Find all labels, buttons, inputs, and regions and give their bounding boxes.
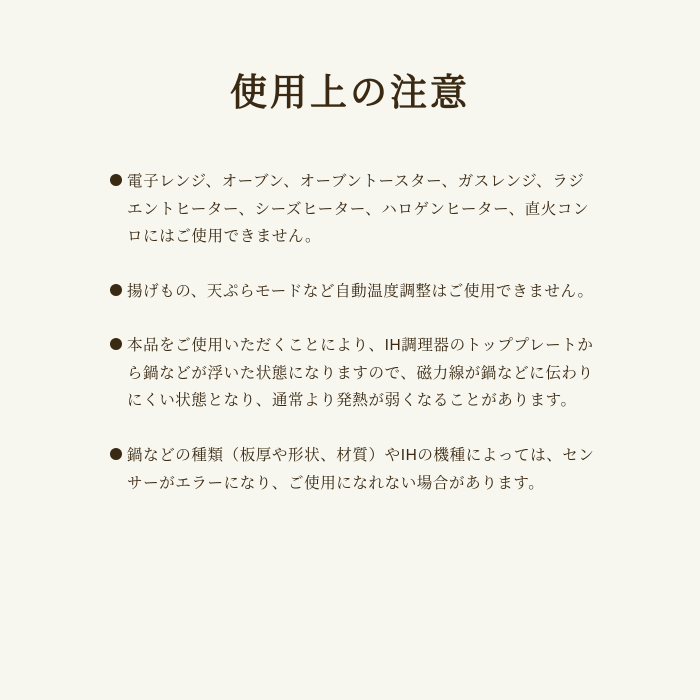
list-item-text: 電子レンジ、オーブン、オーブントースター、ガスレンジ、ラジエントヒーター、シーズヒーター、ハロゲンヒーター、直火コンロにはご使用できません。: [127, 173, 590, 246]
bullet-icon: [110, 284, 122, 296]
list-item: [110, 442, 600, 497]
bullet-icon: [110, 448, 122, 460]
list-item: [110, 168, 600, 251]
list-item-text: 本品をご使用いただくことにより、IH調理器のトッププレートから鍋などが浮いた状態になりますので、磁力線が鍋などに伝わりにくい状態となり、通常より発熱が弱くなることがあります。: [127, 337, 594, 410]
list-item-text: 鍋などの種類（板厚や形状、材質）やIHの機種によっては、センサーがエラーになり、ご使用になれない場合があります。: [127, 447, 595, 492]
bullet-icon: [110, 174, 122, 186]
notice-list: [110, 168, 600, 497]
list-item-text: 揚げもの、天ぷらモードなど自動温度調整はご使用できません。: [127, 282, 594, 300]
list-item: [110, 278, 600, 306]
bullet-icon: [110, 338, 122, 350]
list-item: [110, 332, 600, 415]
page-title: 使用上の注意: [230, 72, 470, 113]
